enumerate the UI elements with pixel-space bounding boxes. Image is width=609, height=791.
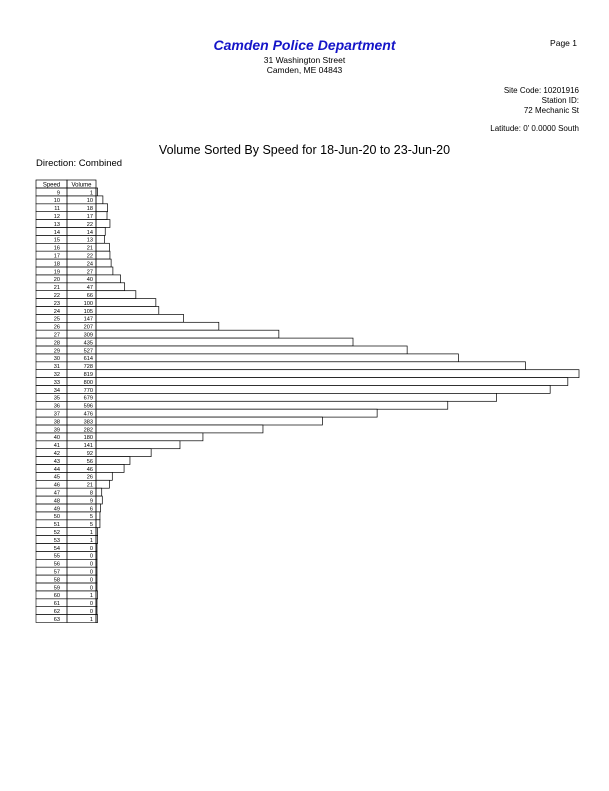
speed-label: 45 xyxy=(53,474,60,481)
speed-cell xyxy=(36,536,67,544)
volume-label: 40 xyxy=(86,277,93,284)
speed-label: 33 xyxy=(53,379,60,386)
speed-label: 32 xyxy=(53,372,60,378)
speed-label: 31 xyxy=(53,364,60,371)
speed-label: 17 xyxy=(53,253,60,260)
speed-label: 59 xyxy=(53,585,60,592)
bar xyxy=(96,251,110,259)
speed-label: 35 xyxy=(53,395,60,402)
speed-label: 37 xyxy=(53,411,60,418)
speed-cell xyxy=(36,488,67,496)
speed-cell xyxy=(36,386,67,394)
volume-label: 0 xyxy=(89,561,93,568)
volume-label: 1 xyxy=(89,190,93,197)
speed-label: 27 xyxy=(53,332,60,339)
volume-label: 476 xyxy=(83,411,93,418)
volume-label: 819 xyxy=(83,372,93,378)
station-id: Station ID: xyxy=(541,96,579,105)
volume-label: 207 xyxy=(83,324,93,331)
speed-label: 58 xyxy=(53,577,60,584)
speed-cell xyxy=(36,393,67,401)
speed-label: 40 xyxy=(53,435,60,442)
volume-label: 728 xyxy=(83,364,93,371)
speed-cell xyxy=(36,472,67,480)
bar xyxy=(96,480,109,488)
volume-label: 21 xyxy=(86,245,93,252)
volume-label: 527 xyxy=(83,348,93,355)
bar xyxy=(96,228,105,236)
bar xyxy=(96,299,156,307)
speed-label: 38 xyxy=(53,419,60,426)
volume-label: 435 xyxy=(83,340,93,347)
bar xyxy=(96,488,102,496)
speed-cell xyxy=(36,283,67,291)
volume-label: 18 xyxy=(86,206,93,213)
volume-label: 0 xyxy=(89,553,93,560)
speed-label: 39 xyxy=(53,427,60,434)
volume-label: 10 xyxy=(86,198,93,205)
speed-cell xyxy=(36,354,67,362)
speed-label: 26 xyxy=(53,324,60,331)
bar xyxy=(96,322,219,330)
bar xyxy=(96,307,159,315)
bar xyxy=(96,338,353,346)
bar xyxy=(96,243,109,251)
bar xyxy=(96,417,322,425)
volume-label: 770 xyxy=(83,387,93,394)
speed-cell xyxy=(36,322,67,330)
speed-cell xyxy=(36,220,67,228)
volume-label: 0 xyxy=(89,569,93,576)
speed-label: 16 xyxy=(53,245,60,252)
volume-label: 92 xyxy=(86,451,93,457)
speed-cell xyxy=(36,235,67,243)
speed-cell xyxy=(36,330,67,338)
volume-label: 679 xyxy=(83,395,93,402)
speed-cell xyxy=(36,559,67,567)
speed-cell xyxy=(36,496,67,504)
speed-label: 15 xyxy=(53,237,60,244)
speed-label: 10 xyxy=(53,198,60,205)
header-speed: Speed xyxy=(42,182,61,189)
bar xyxy=(96,401,448,409)
speed-cell xyxy=(36,251,67,259)
speed-cell xyxy=(36,433,67,441)
speed-label: 51 xyxy=(53,522,60,529)
speed-cell xyxy=(36,615,67,623)
station-address: 72 Mechanic St xyxy=(523,106,579,115)
volume-label: 147 xyxy=(83,316,93,323)
volume-label: 800 xyxy=(83,379,93,386)
speed-cell xyxy=(36,378,67,386)
volume-label: 17 xyxy=(86,214,93,220)
speed-label: 53 xyxy=(53,537,60,544)
bar xyxy=(96,346,407,354)
bar xyxy=(96,472,112,480)
speed-cell xyxy=(36,346,67,354)
volume-label: 1 xyxy=(89,537,93,544)
speed-label: 42 xyxy=(53,451,60,457)
speed-cell xyxy=(36,267,67,275)
page-number: Page 1 xyxy=(550,38,577,48)
speed-cell xyxy=(36,307,67,315)
speed-label: 23 xyxy=(53,300,60,307)
bar xyxy=(96,362,525,370)
speed-label: 61 xyxy=(53,601,60,608)
speed-cell xyxy=(36,188,67,196)
speed-cell xyxy=(36,607,67,615)
volume-label: 21 xyxy=(86,482,93,489)
volume-label: 0 xyxy=(89,585,93,592)
volume-label: 6 xyxy=(89,506,93,513)
volume-label: 105 xyxy=(83,308,93,315)
bar xyxy=(96,409,377,417)
bar xyxy=(96,330,279,338)
speed-cell xyxy=(36,314,67,322)
volume-label: 47 xyxy=(86,285,93,292)
bar xyxy=(96,457,130,465)
volume-label: 309 xyxy=(83,332,93,339)
speed-cell xyxy=(36,504,67,512)
bar xyxy=(96,520,100,528)
volume-label: 22 xyxy=(86,253,93,260)
speed-cell xyxy=(36,544,67,552)
bar xyxy=(96,196,103,204)
volume-label: 5 xyxy=(89,522,93,529)
speed-cell xyxy=(36,465,67,473)
speed-label: 14 xyxy=(53,229,60,236)
volume-label: 5 xyxy=(89,514,93,521)
volume-label: 56 xyxy=(86,458,93,465)
speed-label: 46 xyxy=(53,482,60,489)
volume-label: 1 xyxy=(89,593,93,600)
bar xyxy=(96,220,110,228)
latitude: Latitude: 0' 0.0000 South xyxy=(490,124,579,133)
speed-label: 52 xyxy=(53,530,60,536)
volume-label: 66 xyxy=(86,293,93,299)
speed-label: 12 xyxy=(53,214,60,220)
speed-cell xyxy=(36,370,67,378)
bar xyxy=(96,291,136,299)
speed-label: 36 xyxy=(53,403,60,410)
volume-label: 24 xyxy=(86,261,93,268)
speed-cell xyxy=(36,228,67,236)
bar xyxy=(96,465,124,473)
bar xyxy=(96,259,111,267)
speed-label: 13 xyxy=(53,221,60,228)
volume-label: 9 xyxy=(89,498,93,505)
speed-cell xyxy=(36,401,67,409)
bar xyxy=(96,393,497,401)
speed-cell xyxy=(36,362,67,370)
speed-label: 50 xyxy=(53,514,60,521)
speed-cell xyxy=(36,243,67,251)
speed-cell xyxy=(36,567,67,575)
speed-label: 30 xyxy=(53,356,60,363)
speed-cell xyxy=(36,599,67,607)
volume-label: 1 xyxy=(89,530,93,536)
bar xyxy=(96,433,203,441)
bar xyxy=(96,267,113,275)
speed-label: 29 xyxy=(53,348,60,355)
volume-label: 13 xyxy=(86,237,93,244)
speed-cell xyxy=(36,441,67,449)
bar xyxy=(96,512,100,520)
speed-cell xyxy=(36,409,67,417)
speed-cell xyxy=(36,520,67,528)
volume-label: 141 xyxy=(83,443,93,450)
speed-label: 18 xyxy=(53,261,60,268)
speed-label: 25 xyxy=(53,316,60,323)
speed-label: 47 xyxy=(53,490,60,497)
volume-label: 46 xyxy=(86,466,93,473)
volume-label: 14 xyxy=(86,229,93,236)
speed-label: 11 xyxy=(54,206,60,213)
speed-cell xyxy=(36,449,67,457)
speed-label: 9 xyxy=(56,190,60,197)
volume-label: 383 xyxy=(83,419,93,426)
volume-label: 26 xyxy=(86,474,93,481)
speed-label: 54 xyxy=(53,545,60,552)
volume-label: 100 xyxy=(83,300,93,307)
speed-label: 62 xyxy=(53,609,60,615)
bar xyxy=(96,449,151,457)
speed-cell xyxy=(36,512,67,520)
volume-label: 0 xyxy=(89,545,93,552)
speed-label: 43 xyxy=(53,458,60,465)
volume-label: 282 xyxy=(83,427,93,434)
speed-cell xyxy=(36,575,67,583)
address-line-1: 31 Washington Street xyxy=(263,55,346,65)
bar xyxy=(96,354,458,362)
speed-label: 44 xyxy=(53,466,60,473)
speed-cell xyxy=(36,480,67,488)
speed-label: 22 xyxy=(53,293,60,299)
speed-label: 48 xyxy=(53,498,60,505)
volume-label: 1 xyxy=(89,616,93,623)
bar xyxy=(96,235,105,243)
speed-cell xyxy=(36,425,67,433)
volume-label: 180 xyxy=(83,435,93,442)
speed-cell xyxy=(36,551,67,559)
speed-label: 56 xyxy=(53,561,60,568)
speed-label: 60 xyxy=(53,593,60,600)
direction-label: Direction: Combined xyxy=(36,158,123,169)
header-volume: Volume xyxy=(71,182,92,189)
volume-label: 22 xyxy=(86,221,93,228)
speed-cell xyxy=(36,417,67,425)
volume-label: 614 xyxy=(83,356,93,363)
speed-label: 19 xyxy=(53,269,60,276)
speed-label: 28 xyxy=(53,340,60,347)
bar xyxy=(96,425,263,433)
speed-cell xyxy=(36,591,67,599)
speed-cell xyxy=(36,291,67,299)
bar xyxy=(96,370,579,378)
speed-cell xyxy=(36,212,67,220)
bar xyxy=(96,283,125,291)
speed-cell xyxy=(36,583,67,591)
speed-label: 24 xyxy=(53,308,60,315)
speed-label: 20 xyxy=(53,277,60,284)
speed-label: 49 xyxy=(53,506,60,513)
bar xyxy=(96,386,550,394)
bar xyxy=(96,212,107,220)
bar xyxy=(96,204,108,212)
speed-label: 55 xyxy=(53,553,60,560)
bar xyxy=(96,314,184,322)
speed-label: 34 xyxy=(53,387,60,394)
volume-label: 596 xyxy=(83,403,93,410)
speed-cell xyxy=(36,299,67,307)
speed-cell xyxy=(36,196,67,204)
site-code: Site Code: 10201916 xyxy=(503,86,579,95)
speed-cell xyxy=(36,457,67,465)
volume-label: 0 xyxy=(89,577,93,584)
bar xyxy=(96,504,101,512)
volume-label: 27 xyxy=(86,269,93,276)
volume-label: 0 xyxy=(89,609,93,615)
speed-label: 21 xyxy=(53,285,60,292)
bar xyxy=(96,275,121,283)
department-title: Camden Police Department xyxy=(213,37,396,53)
volume-label: 8 xyxy=(89,490,93,497)
speed-label: 63 xyxy=(53,616,60,623)
bar xyxy=(96,441,180,449)
speed-label: 41 xyxy=(53,443,60,450)
bar xyxy=(96,496,102,504)
speed-cell xyxy=(36,528,67,536)
speed-cell xyxy=(36,204,67,212)
speed-label: 57 xyxy=(53,569,60,576)
speed-cell xyxy=(36,338,67,346)
chart-title: Volume Sorted By Speed for 18-Jun-20 to 23-Jun-20 xyxy=(158,143,451,157)
speed-cell xyxy=(36,259,67,267)
bar xyxy=(96,378,568,386)
address-line-2: Camden, ME 04843 xyxy=(266,65,343,75)
volume-label: 0 xyxy=(89,601,93,608)
speed-cell xyxy=(36,275,67,283)
